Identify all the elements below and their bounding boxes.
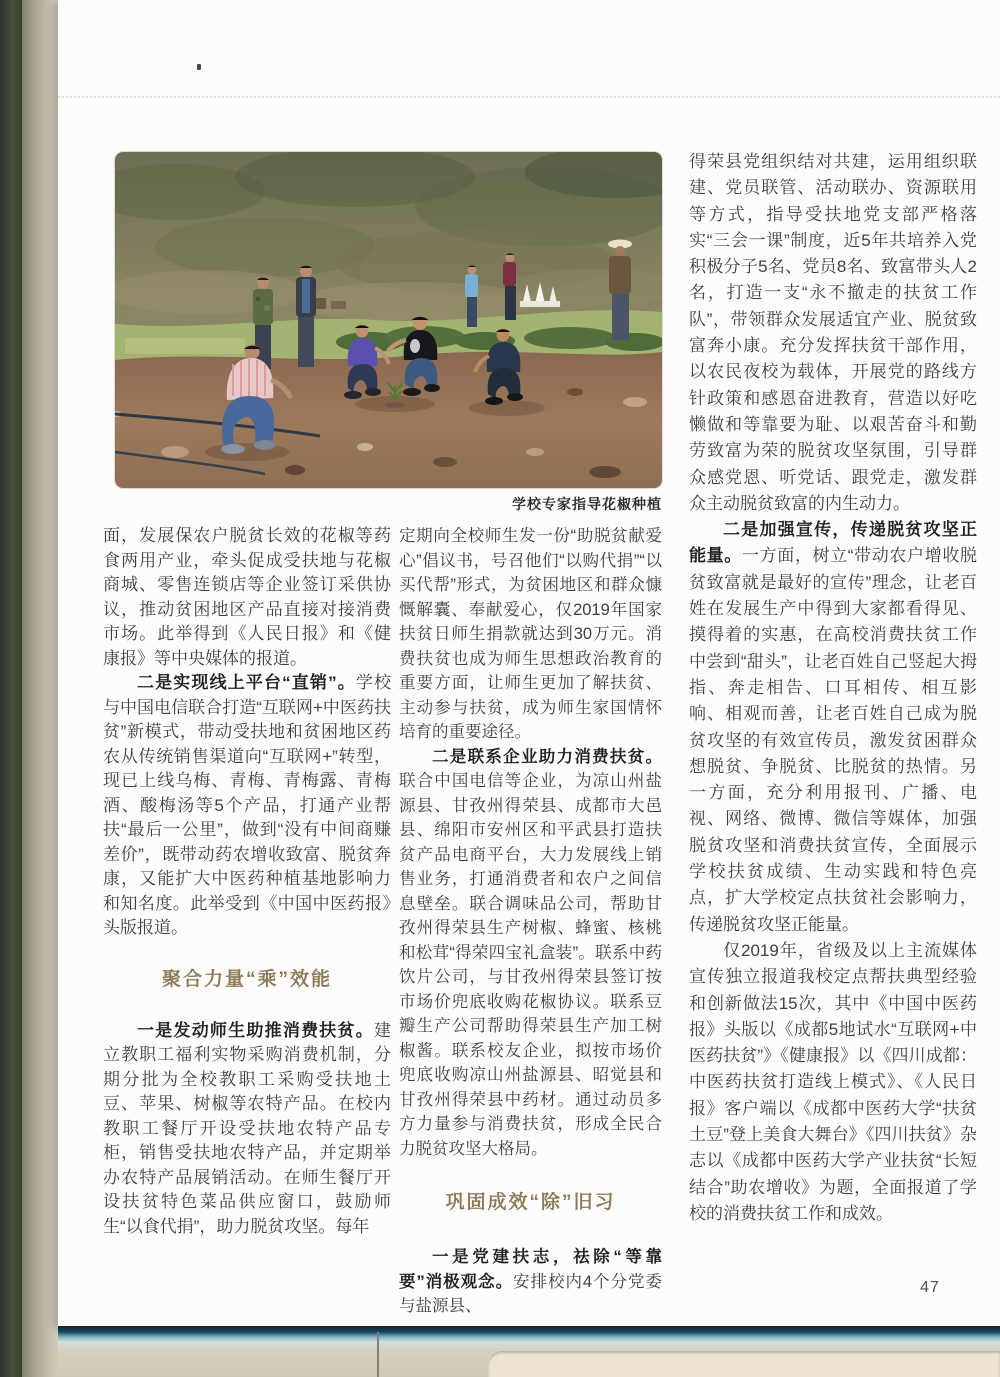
page-edge-line bbox=[377, 1332, 379, 1377]
paragraph-lead: 二是实现线上平台“直销”。 bbox=[137, 673, 356, 692]
section-heading: 巩固成效“除”旧习 bbox=[445, 1192, 616, 1213]
text-column-3 bbox=[689, 149, 977, 1227]
paragraph-body: 建立教职工福利实物采购消费机制，分期分批为全校教职工采购受扶地土豆、苹果、树椒等农特产品。在校内教职工餐厅开设受扶地农特产品专柜，销售受扶地农特产品，并定期举办农特产品展销活动。在师生餐厅开设扶贫特色菜品供应窗口，鼓励师生“以食代捐”，助力脱贫攻坚。每年 bbox=[103, 1020, 391, 1236]
paragraph: 定期向全校师生发一份“助脱贫献爱心”倡议书，号召他们“以购代捐”“以买代帮”形式，为贫困地区和群众慷慨解囊、奉献爱心，仅2019年国家扶贫日师生捐款就达到30万元。消费扶贫也成为师生思想政治教育的重要方面，让师生更加了解扶贫、主动参与扶贫，成为师生家国情怀培育的重要途径。 bbox=[399, 527, 662, 741]
page-number: 47 bbox=[920, 1279, 940, 1296]
section-heading: 聚合力量“乘”效能 bbox=[161, 968, 332, 990]
book-spine-edge bbox=[0, 0, 22, 1377]
paragraph bbox=[399, 1245, 662, 1319]
paragraph bbox=[103, 671, 391, 941]
paragraph-lead: 二是加强宣传，传递脱贫攻坚正能量。 bbox=[689, 520, 977, 566]
foreground-dirt bbox=[115, 352, 662, 488]
paragraph-lead: 一是发动师生助推消费扶贫。 bbox=[137, 1020, 374, 1040]
paragraph-lead: 一是党建扶志，祛除“等靠要”消极观念。 bbox=[399, 1248, 662, 1291]
field-photo bbox=[115, 152, 662, 488]
top-dotted-rule bbox=[58, 96, 1000, 98]
paragraph-body: 安排校内4个分党委与盐源县、 bbox=[399, 1272, 662, 1315]
page-stack-edge-left bbox=[22, 0, 60, 1377]
paragraph bbox=[689, 517, 977, 938]
stacked-pages-edge bbox=[488, 1351, 1000, 1377]
text-column-1 bbox=[103, 524, 391, 1239]
ink-speck bbox=[197, 64, 201, 70]
paragraph-body: 一方面，树立“带动农户增收脱贫致富就是最好的宣传”理念，让老百姓在发展生产中得到大家都看得见、摸得着的实惠，在高校消费扶贫工作中尝到“甜头”，让老百姓自己竖起大拇指、奔走相告、口耳相传、相互影响、相观而善，让老百姓自己成为脱贫攻坚的有效宣传员，激发贫困群众想脱贫、争脱贫、比脱贫的热情。另一方面，充分利用报刊、广播、电视、网络、微博、微信等媒体，加强脱贫攻坚和消费扶贫宣传，全面展示学校扶贫成绩、生动实践和特色亮点，扩大学校定点扶贫社会影响力，传递脱贫攻坚正能量。 bbox=[689, 546, 977, 934]
paragraph-lead: 二是联系企业助力消费扶贫。 bbox=[432, 747, 662, 766]
paragraph: 仅2019年，省级及以上主流媒体宣传独立报道我校定点帮扶典型经验和创新做法15次，其中《中国中医药报》头版以《成都5地试水“互联网+中医药扶贫”》《健康报》以《四川成都：中医药扶贫打造线上模式》、《人民日报》客户端以《成都中医药大学“扶贫土豆”登上美食大舞台》《四川扶贫》杂志以《成都中医药大学产业扶贫“长短结合”助农增收》为题，全面报道了学校的消费扶贫工作和成效。 bbox=[689, 940, 977, 1223]
paragraph bbox=[103, 1019, 391, 1240]
paragraph: 面，发展保农户脱贫长效的花椒等药食两用产业，牵头促成受扶地与花椒商城、零售连锁店等企业签订采供协议，推动贫困地区产品直接对接消费市场。此举得到《人民日报》和《健康报》等中央媒体的报道。 bbox=[103, 526, 391, 668]
page-sheet bbox=[58, 0, 1000, 1326]
paragraph: 得荣县党组织结对共建，运用组织联建、党员联管、活动联办、资源联用等方式，指导受扶地党支部严格落实“三会一课”制度，近5年共培养入党积极分子5名、党员8名、致富带头人2名，打造一支“永不撤走的扶贫工作队”，带领群众发展适宜产业、脱贫致富奔小康。充分发挥扶贫干部作用，以农民夜校为载体，开展党的路线方针政策和感恩奋进教育，营造以好吃懒做和等靠要为耻、以艰苦奋斗和勤劳致富为荣的脱贫攻坚氛围，引导群众感党恩、听党话、跟党走，激发群众主动脱贫致富的内生动力。 bbox=[689, 152, 977, 513]
photo-caption: 学校专家指导花椒种植 bbox=[512, 496, 662, 512]
paragraph-body: 联合中国电信等企业，为凉山州盐源县、甘孜州得荣县、成都市大邑县、绵阳市安州区和平武县打造扶贫产品电商平台，大力发展线上销售业务，打通消费者和农户之间信息壁垒。联合调味品公司，帮助甘孜州得荣县生产树椒、蜂蜜、核桃和松茸“得荣四宝礼盒装”。联系中药饮片公司，与甘孜州得荣县签订按市场价兜底收购花椒协议。联系豆瓣生产公司帮助得荣县生产加工树椒酱。联系校友企业，拟按市场价兜底收购凉山州盐源县、昭觉县和甘孜州得荣县中药材。通过动员多方力量参与消费扶贫，形成全民合力脱贫攻坚大格局。 bbox=[399, 772, 662, 1158]
paragraph bbox=[399, 745, 662, 1162]
text-column-2 bbox=[399, 524, 662, 1319]
paragraph-body: 学校与中国电信联合打造“互联网+中医药扶贫”新模式，带动受扶地和贫困地区药农从传统销售渠道向“互联网+”转型，现已上线乌梅、青梅、青梅露、青梅酒、酸梅汤等5个产品，打通产业帮扶“最后一公里”，做到“没有中间商赚差价”，既带动药农增收致富、脱贫奔康，又能扩大中医药种植基地影响力和知名度。此举受到《中国中医药报》头版报道。 bbox=[103, 673, 392, 937]
